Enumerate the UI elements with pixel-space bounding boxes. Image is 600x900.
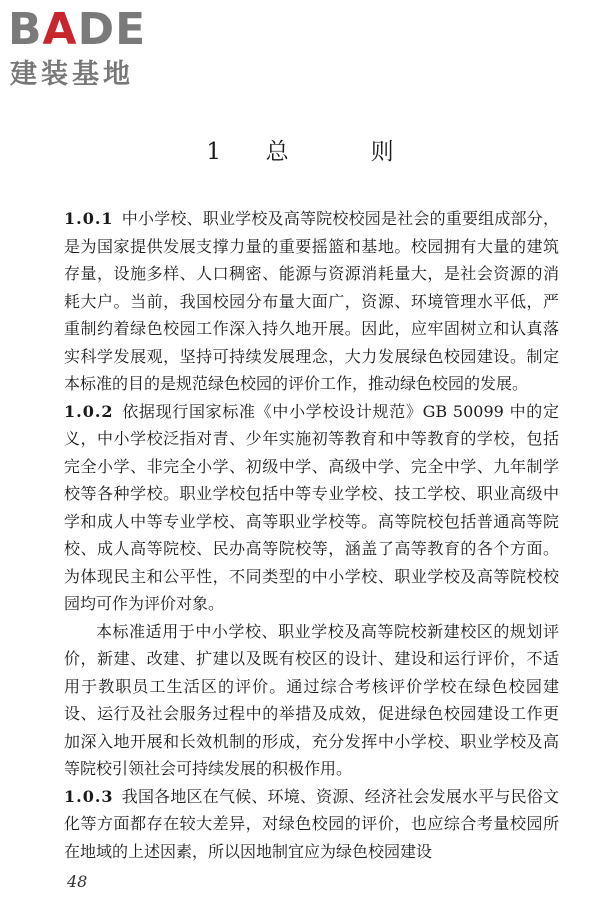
brand-logo bbox=[8, 6, 188, 90]
logo-letters-de: DE bbox=[77, 4, 147, 55]
clause-text: 依据现行国家标准《中小学校设计规范》GB 50099 中的定义，中小学校泛指对青、少年实施初等教育和中等教育的学校，包括完全小学、非完全小学、初级中学、高级中学、完全中学、九年制学校等各种学校。职业学校包括中等专业学校、技工学校、职业高级中学和成人中等专业学校、高等职业学校等。高等院校包括普通高等院校、成人高等院校、民办高等院校等，涵盖了高等教育的各个方面。为体现民主和公平性，不同类型的中小学校、职业学校及高等院校校园均可作为评价对象。 bbox=[64, 401, 559, 613]
chapter-title bbox=[0, 137, 600, 167]
clause-1-0-3 bbox=[64, 783, 559, 866]
chapter-body bbox=[64, 205, 559, 865]
clause-number: 1.0.1 bbox=[64, 209, 114, 228]
clause-number: 1.0.2 bbox=[64, 401, 114, 421]
clause-text: 我国各地区在气候、环境、资源、经济社会发展水平与民俗文化等方面都存在较大差异，对绿色校园的评价，也应综合考量校园所在地域的上述因素，所以因地制宜应为绿色校园建设 bbox=[64, 786, 559, 861]
chapter-title-part1: 总 bbox=[265, 139, 289, 165]
chapter-number: 1 bbox=[206, 139, 222, 165]
logo-subtitle: 建装基地 bbox=[10, 59, 134, 90]
clause-number: 1.0.3 bbox=[64, 786, 114, 806]
chapter-title-part2: 则 bbox=[370, 139, 394, 165]
clause-1-0-1 bbox=[64, 205, 559, 398]
clause-1-0-2-continuation: 本标准适用于中小学校、职业学校及高等院校新建校区的规划评价，新建、改建、扩建以及既有校区的设计、建设和运行评价，不适用于教职员工生活区的评价。通过综合考核评价学校在绿色校园建设、运行及社会服务过程中的举措及成效，促进绿色校园建设工作更加深入地开展和长效机制的形成，充分发挥中小学校、职业学校及高等院校引领社会可持续发展的积极作用。 bbox=[64, 621, 559, 778]
logo-letter-a: A bbox=[42, 4, 78, 55]
logo-letter-b: B bbox=[8, 4, 43, 55]
clause-text: 中小学校、职业学校及高等院校校园是社会的重要组成部分，是为国家提供发展支撑力量的重要摇篮和基地。校园拥有大量的建筑存量，设施多样、人口稠密、能源与资源消耗量大，是社会资源的消耗大户。当前，我国校园分布量大面广，资源、环境管理水平低，严重制约着绿色校园工作深入持久地开展。因此，应牢固树立和认真落实科学发展观，坚持可持续发展理念，大力发展绿色校园建设。制定本标准的目的是规范绿色校园的评价工作，推动绿色校园的发展。 bbox=[64, 209, 559, 393]
logo-wordmark bbox=[8, 6, 146, 54]
page-number: 48 bbox=[67, 872, 88, 891]
clause-1-0-2 bbox=[64, 398, 559, 618]
